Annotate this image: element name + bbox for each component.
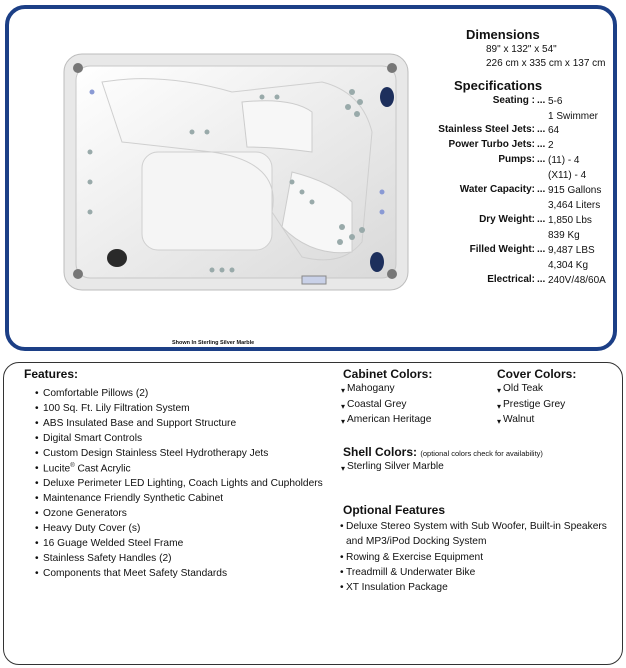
spec-value: 1,850 Lbs (548, 215, 592, 226)
spec-value: (11) - 4 (548, 155, 580, 166)
cover-colors-title: Cover Colors: (497, 367, 577, 381)
cabinet-color-item (341, 383, 395, 395)
spec-label-dry-weight: Dry Weight: (479, 214, 535, 225)
image-caption: Shown In Sterling Silver Marble (172, 340, 255, 346)
specifications-title: Specifications (454, 78, 543, 93)
shell-colors-note: (optional colors check for availability) (420, 449, 543, 458)
arrow-bullet-icon: ▾ (341, 464, 346, 473)
spec-value: (X11) - 4 (548, 170, 587, 181)
spec-value: 2 (548, 140, 554, 151)
spec-dots: ... (537, 244, 546, 255)
cabinet-color-item (341, 399, 406, 411)
feature-item: • Heavy Duty Cover (s) (43, 523, 140, 534)
spec-dots: ... (537, 274, 546, 285)
shell-color-label: Sterling Silver Marble (347, 461, 444, 472)
feature-item-lucite (43, 463, 131, 474)
cover-color-label: Old Teak (503, 383, 544, 394)
feature-item: • Maintenance Friendly Synthetic Cabinet (43, 493, 223, 504)
feature-item: • 100 Sq. Ft. Lily Filtration System (43, 403, 190, 414)
arrow-bullet-icon: ▾ (341, 402, 346, 411)
spec-value: 9,487 LBS (548, 245, 595, 256)
spec-value: 5-6 (548, 96, 563, 107)
spec-label-turbo-jets: Power Turbo Jets: (448, 139, 535, 150)
arrow-bullet-icon: ▾ (497, 417, 502, 426)
cover-color-item (497, 399, 565, 411)
cover-color-item (497, 414, 534, 426)
arrow-bullet-icon: ▾ (497, 386, 502, 395)
arrow-bullet-icon: ▾ (341, 417, 346, 426)
shell-color-item (341, 461, 444, 473)
feature-item: • 16 Guage Welded Steel Frame (43, 538, 183, 549)
spec-dots: ... (537, 154, 546, 165)
dimensions-imperial: 89" x 132" x 54" (486, 44, 557, 55)
optional-feature-item: • Rowing & Exercise Equipment (346, 552, 483, 563)
spec-label-seating: Seating : (492, 95, 535, 106)
optional-feature-continuation: and MP3/iPod Docking System (346, 536, 487, 547)
spec-value: 839 Kg (548, 230, 580, 241)
spec-dots: ... (537, 124, 546, 135)
spec-value: 915 Gallons (548, 185, 602, 196)
cabinet-color-label: Mahogany (347, 383, 395, 394)
spec-value: 240V/48/60A (548, 275, 606, 286)
registered-mark: ® (70, 463, 75, 469)
spec-label-electrical: Electrical: (487, 274, 535, 285)
spec-value: 3,464 Liters (548, 200, 601, 211)
spec-dots: ... (537, 214, 546, 225)
spec-label-water-capacity: Water Capacity: (459, 184, 535, 195)
spec-value: 4,304 Kg (548, 260, 589, 271)
cabinet-color-label: American Heritage (347, 414, 432, 425)
arrow-bullet-icon: ▾ (341, 386, 346, 395)
cover-color-label: Walnut (503, 414, 535, 425)
spec-label-jets: Stainless Steel Jets: (438, 124, 535, 135)
spec-dots: ... (537, 139, 546, 150)
cabinet-color-item (341, 414, 431, 426)
optional-feature-item: • Deluxe Stereo System with Sub Woofer, Built-in Speakers (346, 521, 607, 532)
feature-item: • Ozone Generators (43, 508, 127, 519)
dimensions-metric: 226 cm x 335 cm x 137 cm (486, 58, 606, 69)
optional-feature-item: • XT Insulation Package (346, 582, 448, 593)
lucite-suffix: Cast Acrylic (74, 463, 131, 475)
lucite-text: Lucite (43, 463, 71, 475)
feature-item: • Components that Meet Safety Standards (43, 568, 227, 579)
spec-dots: ... (537, 95, 546, 106)
feature-item: • Stainless Safety Handles (2) (43, 553, 172, 564)
feature-item: • Comfortable Pillows (2) (43, 388, 148, 399)
cabinet-colors-title: Cabinet Colors: (343, 367, 433, 381)
cover-color-item (497, 383, 543, 395)
cover-color-label: Prestige Grey (503, 399, 566, 410)
feature-item: • ABS Insulated Base and Support Structure (43, 418, 236, 429)
spec-dots: ... (537, 184, 546, 195)
spec-value: 1 Swimmer (548, 111, 599, 122)
feature-item: • Custom Design Stainless Steel Hydrotherapy Jets (43, 448, 268, 459)
shell-colors-label: Shell Colors: (343, 445, 418, 459)
spa-top-view-image (62, 52, 410, 292)
shell-colors-title (343, 445, 543, 459)
cabinet-color-label: Coastal Grey (347, 399, 407, 410)
optional-features-title: Optional Features (343, 503, 446, 517)
spec-value: 64 (548, 125, 560, 136)
features-title: Features: (24, 367, 79, 381)
feature-item: • Digital Smart Controls (43, 433, 142, 444)
feature-item: • Deluxe Perimeter LED Lighting, Coach Lights and Cupholders (43, 478, 323, 489)
optional-feature-item: • Treadmill & Underwater Bike (346, 567, 475, 578)
spec-label-pumps: Pumps: (498, 154, 535, 165)
arrow-bullet-icon: ▾ (497, 402, 502, 411)
spec-label-filled-weight: Filled Weight: (469, 244, 535, 255)
dimensions-title: Dimensions (466, 27, 540, 42)
